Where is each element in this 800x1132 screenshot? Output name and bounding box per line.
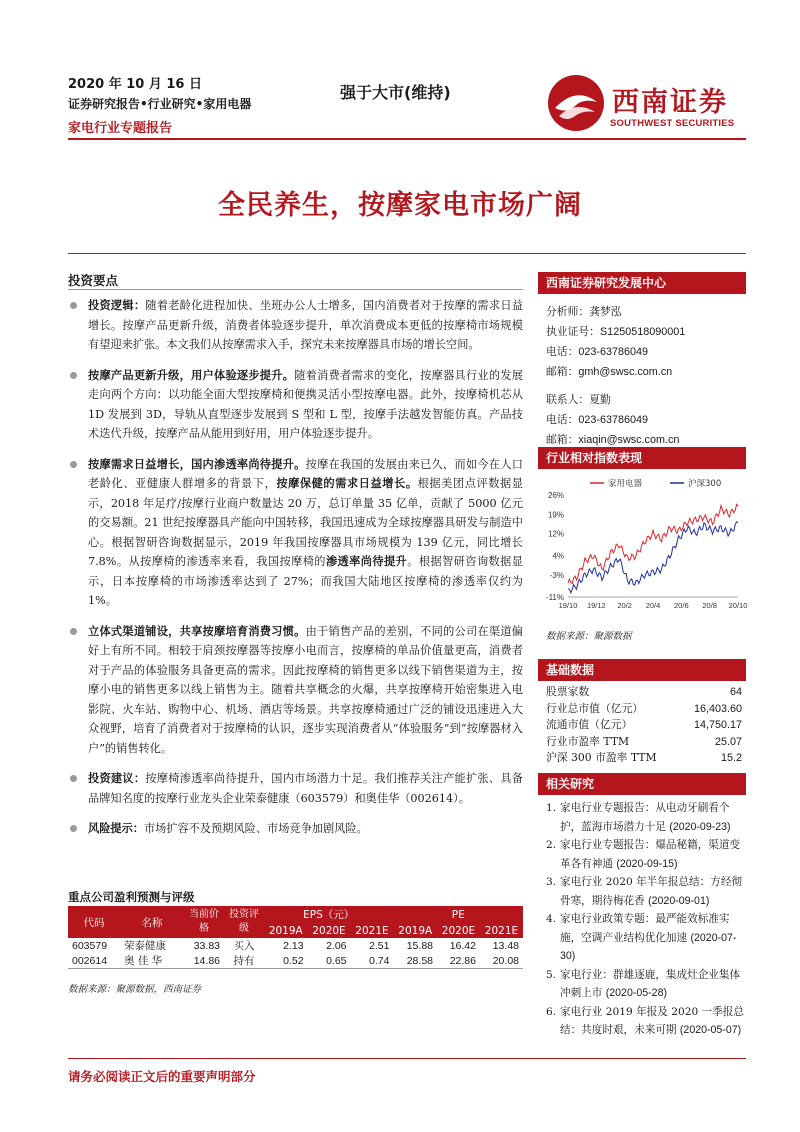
cell-rating: 持有 xyxy=(233,955,255,967)
analyst-phone: 电话：023-63786049 xyxy=(546,345,649,358)
cell-value: 0.65 xyxy=(326,954,347,967)
cell-value: 22.86 xyxy=(449,954,476,967)
point-investment-advice: 投资建议：按摩椅渗透率尚待提升，国内市场潜力十足。我们推荐关注产能扩张、具备品牌知名度的按摩行业龙头企业荣泰健康（603579）和奥佳华（002614）。 xyxy=(68,769,523,808)
x-tick-label: 20/6 xyxy=(674,601,689,610)
index-chart xyxy=(538,475,748,620)
logo-text-cn: 西南证券 xyxy=(612,87,728,118)
point-risk: 风险提示：市场扩容不及预期风险、市场竞争加剧风险。 xyxy=(68,819,523,839)
forecast-header-row xyxy=(68,906,523,923)
footer-divider xyxy=(68,1058,746,1059)
year-cell: 2021E xyxy=(480,923,523,938)
y-tick-label: -11% xyxy=(545,593,564,602)
basic-row: 行业总市值（亿元） 16,403.60 xyxy=(546,701,742,715)
cell-price: 33.83 xyxy=(193,939,220,952)
basic-heading: 基础数据 xyxy=(538,659,746,681)
y-tick-label: 26% xyxy=(547,491,564,500)
cell-rating: 买入 xyxy=(233,940,255,952)
analyst-info xyxy=(546,302,746,450)
investment-points xyxy=(68,296,523,850)
cell-code: 603579 xyxy=(72,939,108,952)
report-type: 家电行业专题报告 xyxy=(68,121,173,136)
investment-heading-underline xyxy=(68,289,523,290)
basic-data xyxy=(546,684,742,767)
year-cell: 2020E xyxy=(437,923,480,938)
report-category: 证券研究报告•行业研究•家用电器 xyxy=(68,97,252,111)
contact-phone: 电话：023-63786049 xyxy=(546,413,649,426)
cell-value: 2.06 xyxy=(326,939,347,952)
header-divider xyxy=(68,138,746,140)
cell-name: 荣泰健康 xyxy=(124,940,166,952)
contact-email: 邮箱：xiaqin@swsc.com.cn xyxy=(546,433,680,446)
y-tick-label: 12% xyxy=(547,529,564,539)
year-cell: 2020E xyxy=(308,923,351,938)
col-name: 名称 xyxy=(120,906,184,938)
forecast-heading: 重点公司盈利预测与评级 xyxy=(68,890,195,904)
year-cell: 2019A xyxy=(393,923,437,938)
footer-disclaimer: 请务必阅读正文后的重要声明部分 xyxy=(68,1069,256,1084)
index-chart-heading: 行业相对指数表现 xyxy=(538,447,746,469)
y-tick-label: 4% xyxy=(552,551,564,561)
related-item[interactable]: 4. 家电行业政策专题：最严能效标准实施，空调产业结构优化加速 (2020-07-30) xyxy=(546,913,737,962)
basic-row: 流通市值（亿元） 14,750.17 xyxy=(546,718,742,731)
chart-source: 数据来源：聚源数据 xyxy=(546,631,632,642)
basic-row: 沪深 300 市盈率 TTM 15.2 xyxy=(546,751,742,764)
legend-label: 家用电器 xyxy=(608,479,643,489)
cell-code: 002614 xyxy=(72,954,108,967)
basic-row: 股票家数 64 xyxy=(546,685,742,698)
point-logic: 投资逻辑：随着老龄化进程加快、坐班办公人士增多，国内消费者对于按摩的需求日益增长。按摩产品更新升级，消费者体验逐步提升，单次消费成本更低的按摩椅市场规模有望迎来扩张。本文我们从按摩需求入手，探究未来按摩器具市场的增长空间。 xyxy=(68,296,523,355)
cell-value: 2.51 xyxy=(369,939,390,952)
col-pe: PE xyxy=(393,906,523,923)
related-item[interactable]: 1. 家电行业专题报告：从电动牙刷看个护，蓝海市场潜力十足 (2020-09-23) xyxy=(546,802,731,833)
cell-price: 14.86 xyxy=(193,954,220,967)
logo-text-en: SOUTHWEST SECURITIES xyxy=(610,118,735,129)
related-item[interactable]: 5. 家电行业：群雄逐鹿，集成灶企业集体冲刺上市 (2020-05-28) xyxy=(546,968,741,999)
table-row xyxy=(68,938,523,953)
title-divider xyxy=(68,253,746,254)
analyst-license: 执业证号：S1250518090001 xyxy=(546,325,686,338)
cell-value: 16.42 xyxy=(449,939,476,952)
x-tick-label: 20/2 xyxy=(617,601,632,610)
y-tick-label: 19% xyxy=(547,510,564,520)
cell-value: 13.48 xyxy=(492,939,519,952)
cell-value: 0.52 xyxy=(283,954,304,967)
x-tick-label: 19/12 xyxy=(586,601,606,610)
contact-name: 联系人：夏勤 xyxy=(546,393,611,406)
x-tick-label: 19/10 xyxy=(558,601,578,610)
cell-name: 奥 佳 华 xyxy=(124,955,163,967)
point-demand-growth: 按摩需求日益增长，国内渗透率尚待提升。按摩在我国的发展由来已久，而如今在人口老龄化、亚健康人群增多的背景下，按摩保健的需求日益增长。根据美团点评数据显示，2018 年足疗/按摩行业商户数量达 20 万，总订单量 35 亿单，贡献了 5000 亿元的交易额。21 世纪按摩器具产能向中国转移，我国迅速成为全球按摩器具研发与制造中心。根据智研咨询数据显示，2019 年我国按摩器具市场规模为 139 亿元，同比增长 7.8%。从按摩椅的渗透率来看，我国按摩椅的渗透率尚待提升。根据智研咨询数据显示，日本按摩椅的市场渗透率达到了 27%；而我国大陆地区按摩椅的渗透率仅约为 1%。 xyxy=(68,455,523,611)
year-cell: 2021E xyxy=(351,923,394,938)
analyst-email: 邮箱：gmh@swsc.com.cn xyxy=(546,365,673,378)
y-tick-label: -3% xyxy=(549,570,564,580)
col-price: 当前价格 xyxy=(184,906,224,938)
point-product-upgrade: 按摩产品更新升级，用户体验逐步提升。随着消费者需求的变化，按摩器具行业的发展走向两个方向：以功能全面大型按摩椅和便携灵活小型按摩电器。此外，按摩椅机芯从 1D 发展到 3D，导轨从直型逐步发展到 S 型和 L 型，按摩手法越发智能仿真。产品技术迭代升级，按摩产品从能用到好用，用户体验逐步提升。 xyxy=(68,366,523,444)
analyst-name: 分析师：龚梦泓 xyxy=(546,305,622,318)
related-item[interactable]: 2. 家电行业专题报告：爆品秘籍，渠道变革各有神通 (2020-09-15) xyxy=(546,839,741,870)
related-heading: 相关研究 xyxy=(538,773,746,795)
col-code: 代码 xyxy=(68,906,120,938)
cell-value: 15.88 xyxy=(406,939,433,952)
year-cell: 2019A xyxy=(264,923,308,938)
investment-heading: 投资要点 xyxy=(68,273,119,288)
report-date: 2020 年 10 月 16 日 xyxy=(68,77,202,92)
x-tick-label: 20/10 xyxy=(728,601,748,610)
col-rating: 投资评级 xyxy=(224,906,264,938)
table-row xyxy=(68,953,523,969)
cell-value: 0.74 xyxy=(369,954,390,967)
industry-rating: 强于大市(维持) xyxy=(340,83,451,102)
related-item[interactable]: 3. 家电行业 2020 年半年报总结：方经彻骨寒，期待梅花香 (2020-09-01) xyxy=(546,876,743,907)
legend-label: 沪深300 xyxy=(688,479,722,489)
report-title: 全民养生，按摩家电市场广阔 xyxy=(218,190,582,221)
cell-value: 2.13 xyxy=(283,939,304,952)
col-eps: EPS（元） xyxy=(264,906,393,923)
cell-value: 28.58 xyxy=(406,954,433,967)
x-tick-label: 20/4 xyxy=(645,601,661,610)
logo-emblem-icon xyxy=(545,72,607,134)
basic-row: 行业市盈率 TTM 25.07 xyxy=(546,734,742,748)
forecast-source: 数据来源：聚源数据，西南证券 xyxy=(68,984,202,995)
x-tick-label: 20/8 xyxy=(702,601,717,610)
analyst-heading: 西南证券研究发展中心 xyxy=(538,272,746,294)
cell-value: 20.08 xyxy=(492,954,519,967)
forecast-table xyxy=(68,906,523,969)
point-channel: 立体式渠道铺设，共享按摩培育消费习惯。由于销售产品的差别，不同的公司在渠道偏好上有所不同。相较于肩颈按摩器等按摩小电而言，按摩椅的单品价值量更高，消费者对于产品的体验服务具备更高的需求。因此按摩椅的销售更多以线下销售渠道为主，按摩小电的销售更多以线上销售为主。随着共享概念的火爆，共享按摩椅开始密集进入电影院、火车站、购物中心、机场、酒店等场景。共享按摩椅通过广泛的铺设迅速进入大众视野，培育了消费者对于按摩椅的认识，逐步实现消费者从“体验服务”到“按摩器材入户”的销售转化。 xyxy=(68,622,523,759)
related-list xyxy=(546,799,744,1040)
related-item[interactable]: 6. 家电行业 2019 年报及 2020 一季报总结：共度时艰，未来可期 (2020-05-07) xyxy=(546,1005,744,1036)
